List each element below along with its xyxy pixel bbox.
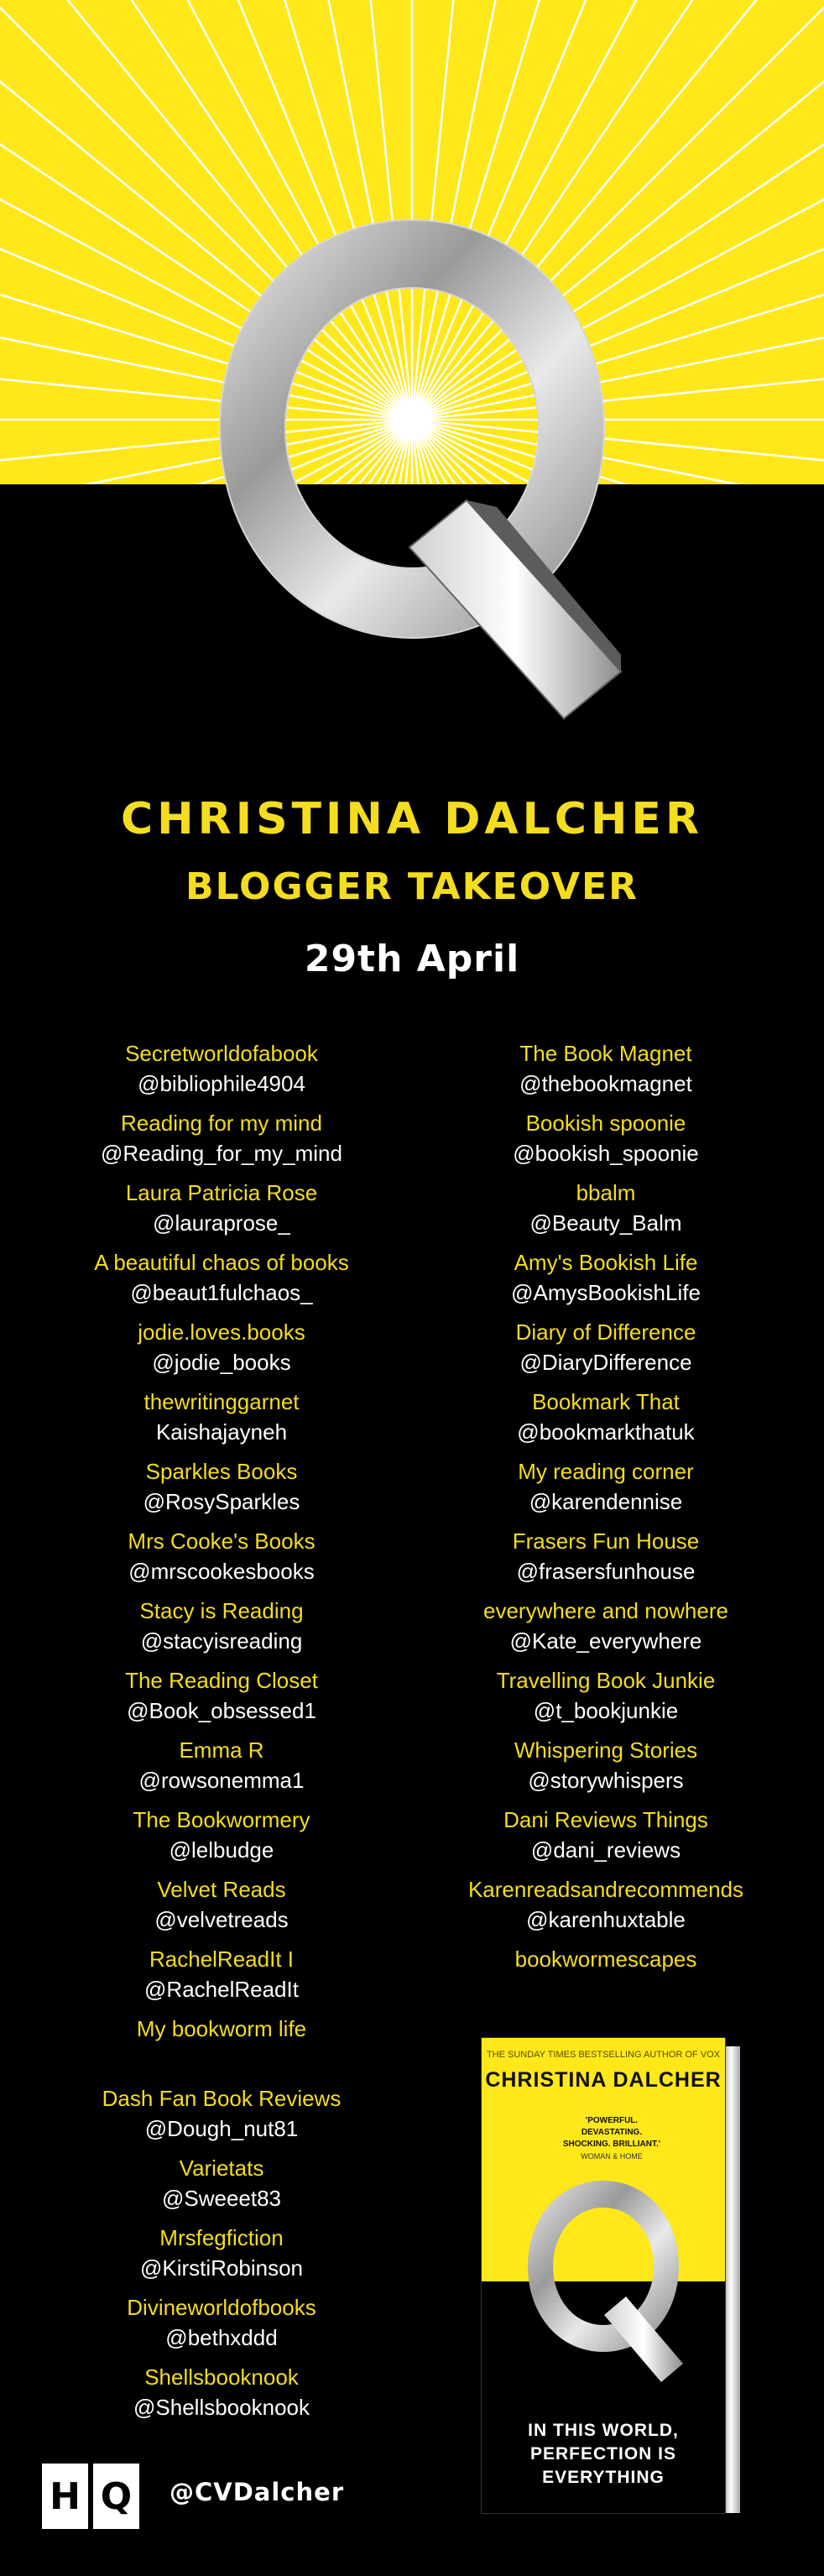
blogger-entry [37, 2223, 406, 2292]
blogger-name: Dani Reviews Things [503, 1807, 708, 1832]
blogger-entry [421, 1874, 790, 1944]
blogger-entry [37, 1596, 406, 1665]
blogger-name: Velvet Reads [157, 1877, 286, 1902]
blogger-name: Travelling Book Junkie [496, 1668, 716, 1693]
blogger-entry [37, 2362, 406, 2432]
blogger-name: My reading corner [518, 1459, 694, 1484]
blogger-name: Bookmark That [532, 1389, 680, 1414]
blogger-entry [37, 1944, 406, 2014]
blogger-entry [37, 1665, 406, 1735]
blogger-name: bbalm [576, 1180, 636, 1205]
blogger-entry [37, 1874, 406, 1944]
blogger-handle: @frasersfunhouse [516, 1559, 696, 1584]
blogger-name: Dash Fan Book Reviews [102, 2086, 342, 2111]
blogger-entry [421, 1178, 790, 1247]
blogger-handle: @jodie_books [152, 1350, 291, 1375]
blogger-entry [37, 1038, 406, 1108]
blogger-handle: @KirstiRobinson [139, 2255, 304, 2281]
blogger-handle: @RosySparkles [143, 1489, 300, 1514]
blogger-entry [37, 2292, 406, 2362]
blogger-handle: @Sweeet83 [161, 2186, 282, 2211]
blogger-handle: @bookmarkthatuk [517, 1419, 695, 1445]
blogger-name: jodie.loves.books [138, 1319, 305, 1345]
blogger-list-right [421, 1038, 790, 2014]
book-tagline-line-2: PERFECTION IS [529, 2444, 677, 2464]
book-cover-author: CHRISTINA DALCHER [485, 2068, 722, 2092]
blogger-name: My bookworm life [136, 2016, 307, 2041]
blogger-entry [37, 1526, 406, 1596]
blogger-name: Mrsfegfiction [159, 2225, 284, 2250]
blogger-handle: @bookish_spoonie [513, 1141, 699, 1166]
blogger-list-left [37, 1038, 406, 2432]
blogger-handle: @Reading_for_my_mind [101, 1141, 342, 1166]
q-logo-graphic [0, 0, 824, 755]
blogger-entry [421, 1108, 790, 1178]
blogger-entry [37, 2083, 406, 2153]
blogger-name: Diary of Difference [515, 1319, 696, 1345]
blogger-name: Mrs Cooke's Books [128, 1528, 316, 1554]
blogger-name: Laura Patricia Rose [125, 1180, 318, 1205]
event-date: 29th April [304, 938, 520, 980]
book-cover-quote-credit: WOMAN & HOME [581, 2152, 643, 2161]
book-cover-q-icon [482, 2155, 725, 2407]
blogger-handle: @bethxddd [165, 2325, 278, 2350]
blogger-entry [421, 1665, 790, 1735]
book-cover-quote: 'POWERFUL. DEVASTATING. SHOCKING. BRILLIANT.' [562, 2116, 661, 2149]
blogger-handle: @stacyisreading [140, 1628, 303, 1654]
author-name: CHRISTINA DALCHER [121, 794, 703, 844]
blogger-name: Sparkles Books [145, 1459, 298, 1484]
event-title: BLOGGER TAKEOVER [185, 865, 639, 908]
blogger-handle: @beaut1fulchaos_ [130, 1280, 313, 1305]
blogger-handle: @lelbudge [169, 1837, 274, 1863]
hq-logo-q: Q [93, 2464, 139, 2529]
blogger-name: Amy's Bookish Life [514, 1250, 698, 1275]
book-cover [482, 2038, 725, 2513]
author-twitter-handle: @CVDalcher [169, 2478, 345, 2506]
blogger-entry [37, 1735, 406, 1805]
book-cover-tagline [482, 2419, 725, 2490]
blogger-entry [421, 1317, 790, 1387]
blogger-handle: @Dough_nut81 [144, 2116, 299, 2141]
blogger-entry [421, 1038, 790, 1108]
blogger-handle: @Beauty_Balm [529, 1210, 682, 1236]
blogger-name: Varietats [179, 2155, 264, 2181]
book-tagline-line-3: EVERYTHING [542, 2468, 665, 2487]
blogger-handle: @rowsonemma1 [138, 1768, 305, 1793]
blogger-handle: @karenhuxtable [526, 1907, 686, 1932]
blogger-name: bookwormescapes [514, 1946, 697, 1972]
blogger-name: Frasers Fun House [512, 1528, 700, 1554]
blogger-handle: Kaishajayneh [155, 1419, 288, 1445]
blogger-handle: @thebookmagnet [519, 1071, 692, 1096]
blogger-handle: @Kate_everywhere [509, 1628, 702, 1654]
blogger-name: Divineworldofbooks [127, 2295, 316, 2320]
blogger-name: Karenreadsandrecommends [467, 1877, 744, 1902]
blogger-entry [421, 1944, 790, 2014]
blogger-entry [37, 1805, 406, 1874]
blogger-name: The Book Magnet [519, 1041, 692, 1066]
book-cover-image [482, 2038, 740, 2513]
blogger-entry [37, 1387, 406, 1456]
blogger-name: Emma R [179, 1737, 264, 1763]
blogger-name: The Reading Closet [125, 1668, 318, 1693]
hq-publisher-logo [42, 2464, 143, 2529]
blogger-handle: @DiaryDifference [519, 1350, 692, 1375]
blogger-name: everywhere and nowhere [483, 1598, 728, 1623]
blogger-name: The Bookwormery [133, 1807, 310, 1832]
blogger-handle: @Book_obsessed1 [127, 1698, 316, 1723]
book-tagline-line-1: IN THIS WORLD, [528, 2421, 679, 2440]
blogger-handle: @mrscookesbooks [128, 1559, 315, 1584]
blogger-entry [421, 1805, 790, 1874]
blogger-handle: @bibliophile4904 [138, 1071, 305, 1096]
blogger-entry [37, 1317, 406, 1387]
blogger-handle: @karendennise [529, 1489, 683, 1514]
blogger-handle: @t_bookjunkie [533, 1698, 679, 1723]
book-cover-tagline-top: THE SUNDAY TIMES BESTSELLING AUTHOR OF VOX [486, 2050, 721, 2060]
blogger-handle: @lauraprose_ [153, 1210, 290, 1236]
blogger-name: Secretworldofabook [125, 1041, 318, 1066]
blogger-entry [421, 1735, 790, 1805]
blogger-name: Whispering Stories [514, 1737, 698, 1763]
blogger-handle: @storywhispers [528, 1768, 684, 1793]
blogger-entry [37, 1456, 406, 1526]
blogger-handle: @RachelReadIt [144, 1977, 299, 2002]
blogger-entry [37, 2153, 406, 2223]
blogger-entry [37, 1108, 406, 1178]
blogger-entry [37, 1178, 406, 1247]
blogger-name: A beautiful chaos of books [94, 1250, 349, 1275]
blogger-entry [421, 1596, 790, 1665]
blogger-handle: @Shellsbooknook [133, 2395, 310, 2420]
book-spine [725, 2046, 740, 2513]
blogger-name: RachelReadIt I [149, 1946, 294, 1972]
blogger-name: Shellsbooknook [144, 2364, 299, 2390]
blogger-name: Bookish spoonie [525, 1110, 686, 1136]
blogger-name: thewritinggarnet [143, 1389, 300, 1414]
blogger-entry [37, 1247, 406, 1317]
blogger-entry [37, 2014, 406, 2083]
blogger-name: Stacy is Reading [139, 1598, 304, 1623]
blogger-entry [421, 1387, 790, 1456]
blogger-handle: @dani_reviews [530, 1837, 681, 1863]
hq-logo-h: H [42, 2464, 88, 2529]
blogger-entry [421, 1526, 790, 1596]
blogger-handle: @velvetreads [154, 1907, 289, 1932]
blogger-entry [421, 1247, 790, 1317]
blogger-name: Reading for my mind [121, 1110, 322, 1136]
blogger-handle: @AmysBookishLife [511, 1280, 701, 1305]
blogger-entry [421, 1456, 790, 1526]
